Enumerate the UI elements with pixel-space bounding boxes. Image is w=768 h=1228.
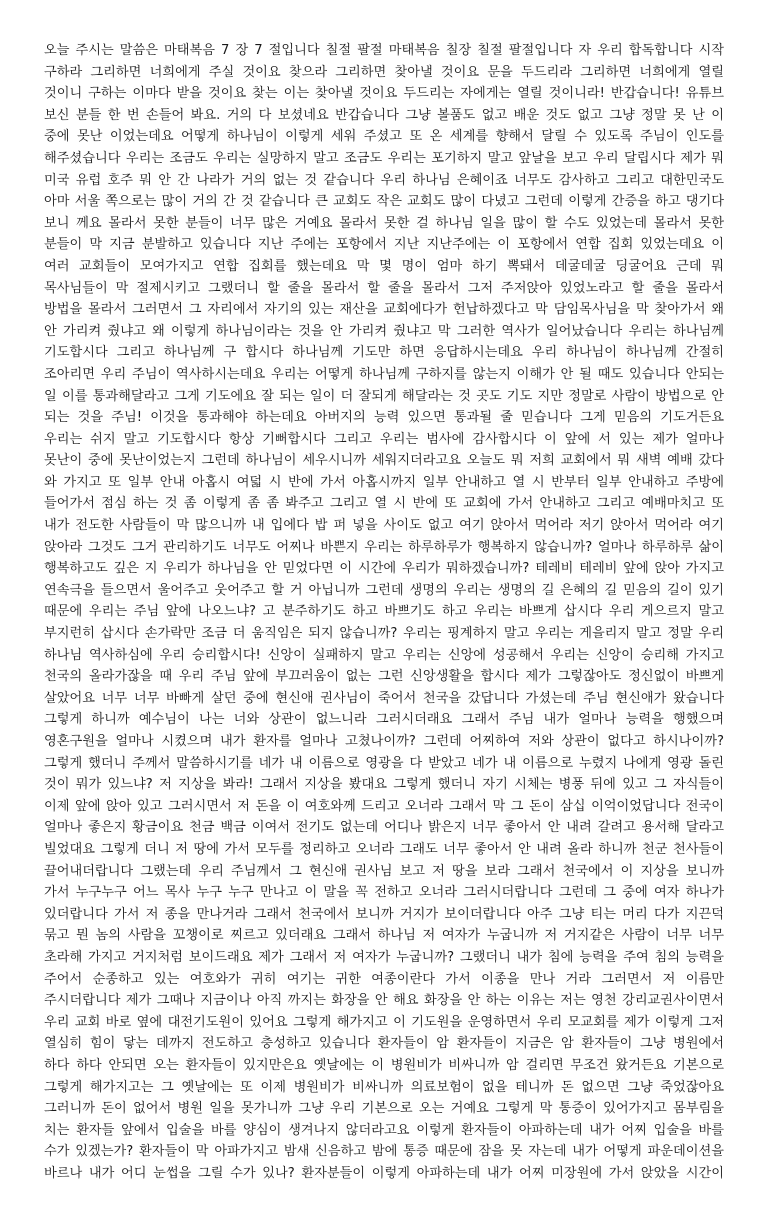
text-line: 못난이 중에 못난이었는지 그런데 하나님이 세우시니까 세워지더라고요 오늘도 뭐 저희 교회에서 뭐 새벽 예배 갔다 [44, 453, 724, 469]
text-line: 우리는 쉬지 말고 기도합시다 항상 기뻐합시다 그리고 우리는 범사에 감사합시다 이 앞에 서 있는 제가 얼마나 [44, 431, 724, 447]
text-line: 들어가서 점심 하는 것 좀 이렇게 좀 좀 봐주고 그리고 열 시 반에 또 교회에 가서 안내하고 그리고 예배마치고 또 [44, 496, 724, 512]
text-line: 일 이를 통과해달라고 그게 기도에요 잘 되는 일이 더 잘되게 해달라는 것 곳도 기도 지만 정말로 사람이 방법으로 안 [44, 388, 724, 404]
text-line: 그러니까 돈이 없어서 병원 일을 못가니까 그냥 우리 기본으로 오는 거예요 그렇게 막 통증이 있어가지고 몸부림을 [44, 1101, 724, 1117]
text-line: 것이 뭐가 있느냐? 저 지상을 봐라! 그래서 지상을 봤대요 그렇게 했더니 자기 시체는 병풍 뒤에 있고 그 자식들이 [44, 777, 724, 793]
text-line: 와 가지고 또 일부 안내 아홉시 여덟 시 반에 가서 아홉시까지 일부 안내하고 열 시 반부터 일부 안내하고 주방에 [44, 474, 724, 490]
text-line: 부지런히 삽시다 손가락만 조금 더 움직임은 되지 않습니까? 우리는 핑계하지 말고 우리는 게을리지 말고 정말 우리 [44, 626, 724, 642]
text-line: 묶고 뭔 놈의 사람을 꼬챙이로 찌르고 있더래요 그래서 하나님 저 여자가 누굽니까 저 거지같은 사람이 너무 너무 [44, 928, 724, 944]
text-line: 치는 환자들 앞에서 입술을 바를 양심이 생겨나지 않더라고요 이렇게 환자들이 아파하는데 내가 어찌 입술을 바를 [44, 1122, 724, 1138]
document-body [44, 40, 724, 1228]
text-line: 천국의 올라가잖을 때 우리 주님 앞에 부끄러움이 없는 그런 신앙생활을 합시다 제가 그렇잖아도 정신없이 바쁘게 [44, 669, 724, 685]
text-line: 방법을 몰라서 그러면서 그 자리에서 자기의 있는 재산을 교회에다가 헌납하겠다고 막 담임목사님을 막 찾아가서 왜 [44, 302, 724, 318]
text-line: 목사님들이 막 절제시키고 그랬더니 할 줄을 몰라서 할 줄을 몰라서 그저 주저앉아 있었노라고 할 줄을 몰라서 [44, 280, 724, 296]
text-line: 바르나 내가 어디 눈썹을 그릴 수가 있나? 환자분들이 이렇게 아파하는데 내가 어찌 미장원에 가서 앉았을 시간이 [44, 1165, 724, 1181]
text-line: 중에 못난 이었는데요 어떻게 하나님이 이렇게 세워 주셨고 또 온 세계를 향해서 달릴 수 있도록 주님이 인도를 [44, 129, 724, 145]
text-line: 조아리면 우리 주님이 역사하시는데요 우리는 어떻게 하나님께 구하지를 않는지 이해가 안 될 때도 있습니다 안되는 [44, 366, 724, 382]
text-line: 우리 교회 바로 옆에 대전기도원이 있어요 그렇게 해가지고 이 기도원을 운영하면서 우리 모교회를 제가 이렇게 그저 [44, 1014, 724, 1030]
text-line: 끌어내더랍니다 그랬는데 우리 주님께서 그 현신애 권사님 보고 저 땅을 보라 그래서 천국에서 이 지상을 보니까 [44, 863, 724, 879]
text-line: 행복하고도 깊은 지 우리가 하나님을 안 믿었다면 이 시간에 우리가 뭐하겠습니까? 테레비 테레비 앞에 앉아 가지고 [44, 561, 724, 577]
text-line: 가서 누구누구 어느 목사 누구 누구 만나고 이 말을 꼭 전하고 오너라 그러시더랍니다 그런데 그 중에 여자 하나가 [44, 885, 724, 901]
text-line: 보신 분들 한 번 손들어 봐요. 거의 다 보셨네요 반갑습니다 그냥 볼품도 없고 배운 것도 없고 그냥 정말 못 난 이 [44, 107, 724, 123]
text-line: 빌었대요 그렇게 더니 저 땅에 가서 모두를 정리하고 오너라 그래도 너무 좋아서 안 내려 올라 하니까 천군 천사들이 [44, 841, 724, 857]
text-line: 아마 서울 쪽으로는 많이 거의 간 것 같습니다 큰 교회도 작은 교회도 많이 다녔고 그런데 이렇게 간증을 하고 댕기다 [44, 194, 724, 210]
text-line: 그렇게 해가지고는 그 옛날에는 또 이제 병원비가 비싸니까 의료보험이 없을 테니까 돈 없으면 그냥 죽었잖아요 [44, 1079, 724, 1095]
text-line: 여러 교회들이 모여가지고 연합 집회를 했는데요 막 몇 명이 엄마 하기 뽁돼서 데굴데굴 딩굴어요 근데 뭐 [44, 258, 724, 274]
text-line: 그렇게 했더니 주께서 말씀하시기를 네가 내 이름으로 영광을 다 받았고 네가 내 이름으로 누렸지 나에게 영광 돌린 [44, 755, 724, 771]
text-line [44, 1206, 724, 1228]
text-line: 하나님 역사하심에 우리 승리합시다! 신앙이 실패하지 말고 우리는 신앙에 성공해서 우리는 신앙이 승리해 가지고 [44, 647, 724, 663]
text-line: 영혼구원을 얼마나 시켰으며 내가 환자를 얼마나 고쳤나이까? 그런데 어찌하여 저와 상관이 없다고 하시나이까? [44, 734, 724, 749]
text-line: 것이니 구하는 이마다 받을 것이요 찾는 이는 찾아낼 것이요 두드리는 자에게는 열릴 것이니라! 반갑습니다! 유튜브 [44, 86, 724, 102]
text-line: 되는 것을 주님! 이것을 통과해야 하는데요 아버지의 능력 있으면 통과될 줄 믿습니다 그게 믿음의 기도거든요 [44, 410, 724, 426]
text-line: 앉아라 그것도 그거 관리하기도 너무도 어찌나 바쁜지 우리는 하루하루가 행복하지 않습니까? 얼마나 하루하루 삶이 [44, 539, 724, 555]
text-line: 오늘 주시는 말씀은 마태복음 7 장 7 절입니다 칠절 팔절 마태복음 칠장 칠절 팔절입니다 자 우리 합독합니다 시작 [44, 43, 724, 58]
text-line: 이제 앞에 앉아 있고 그러시면서 저 돈을 이 여호와께 드리고 오너라 그래서 막 그 돈이 삼십 이억이었답니다 전국이 [44, 798, 724, 814]
text-line: 연속극을 들으면서 울어주고 웃어주고 할 거 아닙니까 그런데 생명의 우리는 생명의 길 은혜의 길 믿음의 길이 있기 [44, 582, 724, 598]
text-line: 해주셨습니다 우리는 조금도 우리는 실망하지 말고 조금도 우리는 포기하지 말고 앞날을 보고 우리 달립시다 제가 뭐 [44, 150, 724, 166]
text-line [44, 1184, 724, 1206]
text-line: 주어서 순종하고 있는 여호와가 귀히 여기는 귀한 여종이란다 가서 이종을 만나 거라 그러면서 저 이름만 [44, 971, 724, 987]
text-line: 초라해 가지고 거지처럼 보이드래요 제가 그래서 저 여자가 누굽니까? 그랬더니 내가 침에 능력을 주여 침의 능력을 [44, 949, 724, 965]
text-line: 안 가리켜 줬냐고 왜 이렇게 하나님이라는 것을 안 가리켜 줬냐고 막 그러한 역사가 일어났습니다 우리는 하나님께 [44, 323, 724, 339]
text-line: 보니 께요 몰라서 못한 분들이 너무 많은 거예요 몰라서 못한 걸 하나님 일을 많이 할 수도 있었는데 몰라서 못한 [44, 215, 724, 231]
text-line: 얼마나 좋은지 황금이요 천금 백금 이여서 전기도 없는데 어디나 밝은지 너무 좋아서 안 내려 갈려고 용서해 달라고 [44, 820, 724, 836]
text-line: 기도합시다 그리고 하나님께 구 합시다 하나님께 기도만 하면 응답하시는데요 우리 하나님이 하나님께 간절히 [44, 345, 724, 361]
text-line: 살았어요 너무 너무 바빠게 살던 중에 현신애 권사님이 죽어서 천국을 갔답니다 가셨는데 주님 현신애가 왔습니다 [44, 690, 724, 706]
text-line: 주시더랍니다 제가 그때나 지금이나 아직 까지는 화장을 안 해요 화장을 안 하는 이유는 저는 영천 강리교권사이면서 [44, 993, 724, 1009]
text-line: 하다 하다 안되면 오는 환자들이 있지만은요 옛날에는 이 병원비가 비싸니까 암 걸리면 무조건 왔거든요 기본으로 [44, 1057, 724, 1073]
text-line: 구하라 그리하면 너희에게 주실 것이요 찾으라 그리하면 찾아낼 것이요 문을 두드리라 그리하면 너희에게 열릴 [44, 64, 724, 80]
text-line: 열심히 힘이 닿는 데까지 전도하고 충성하고 있습니다 환자들이 암 환자들이 지금은 암 환자들이 그냥 병원에서 [44, 1036, 724, 1052]
text-line: 그렇게 하니까 예수님이 나는 너와 상관이 없느니라 그러시더래요 그래서 주님 내가 얼마나 능력을 행했으며 [44, 712, 724, 728]
text-line: 때문에 우리는 주님 앞에 나오느냐? 고 분주하기도 하고 바쁘기도 하고 우리는 바쁘게 삽시다 우리 게으르지 말고 [44, 604, 724, 620]
text-line: 분들이 막 지금 분발하고 있습니다 지난 주에는 포항에서 지난 지난주에는 이 포항에서 연합 집회 있었는데요 이 [44, 237, 724, 253]
text-line: 내가 전도한 사람들이 막 많으니까 내 입에다 밥 퍼 넣을 사이도 없고 여기 앉아서 먹어라 저기 앉아서 먹어라 여기 [44, 518, 724, 534]
text-line: 수가 있겠는가? 환자들이 막 아파가지고 밤새 신음하고 밤에 통증 때문에 잠을 못 자는데 내가 어떻게 파운데이션을 [44, 1144, 724, 1160]
text-line: 미국 유럽 호주 뭐 안 간 나라가 거의 없는 것 같습니다 우리 하나님 은혜이죠 너무도 감사하고 그리고 대한민국도 [44, 172, 724, 188]
text-line: 있더랍니다 가서 저 종을 만나거라 그래서 천국에서 보니까 거지가 보이더랍니다 아주 그냥 티는 머리 다가 지끈덕 [44, 906, 724, 922]
